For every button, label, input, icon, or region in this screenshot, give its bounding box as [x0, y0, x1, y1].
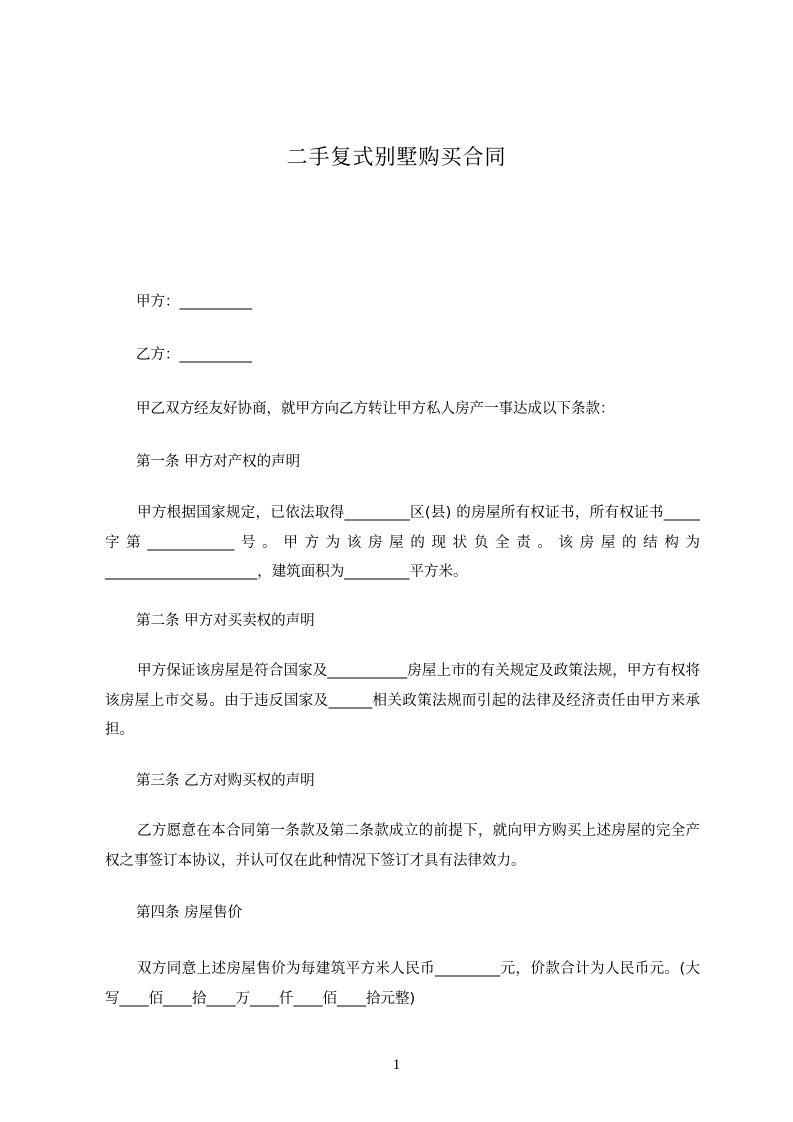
article-3-heading: 第三条 乙方对购买权的声明 — [136, 773, 315, 789]
party-a-line: 甲方：__________ — [136, 294, 252, 310]
page-number: 1 — [392, 1057, 401, 1073]
document-title: 二手复式别墅购买合同 — [286, 145, 507, 169]
article-1-body: 甲方根据国家规定，已依法取得_________区(县) 的房屋所有权证书，所有权证书_____字第____________号。甲方为该房屋的现状负全责。该房屋的结构为_____________________，建筑面积为_________平方米。 — [105, 505, 700, 580]
article-3-body: 乙方愿意在本合同第一条款及第二条款成立的前提下，就向甲方购买上述房屋的完全产权之事签订本协议，并认可仅在此种情况下签订才具有法律效力。 — [105, 823, 700, 869]
article-4-body: 双方同意上述房屋售价为每建筑平方米人民币_________元，价款合计为人民币元。(大写____佰____拾____万____仟____佰____拾元整) — [105, 961, 700, 1007]
article-4-heading: 第四条 房屋售价 — [136, 905, 243, 921]
preamble: 甲乙双方经友好协商，就甲方向乙方转让甲方私人房产一事达成以下条款： — [136, 401, 615, 417]
party-b-line: 乙方：__________ — [136, 347, 252, 363]
article-2-body: 甲方保证该房屋是符合国家及___________房屋上市的有关规定及政策法规，甲方有权将该房屋上市交易。由于违反国家及______相关政策法规而引起的法律及经济责任由甲方来承担。 — [105, 663, 700, 738]
article-2-heading: 第二条 甲方对买卖权的声明 — [136, 613, 315, 629]
article-1-heading: 第一条 甲方对产权的声明 — [136, 454, 301, 470]
